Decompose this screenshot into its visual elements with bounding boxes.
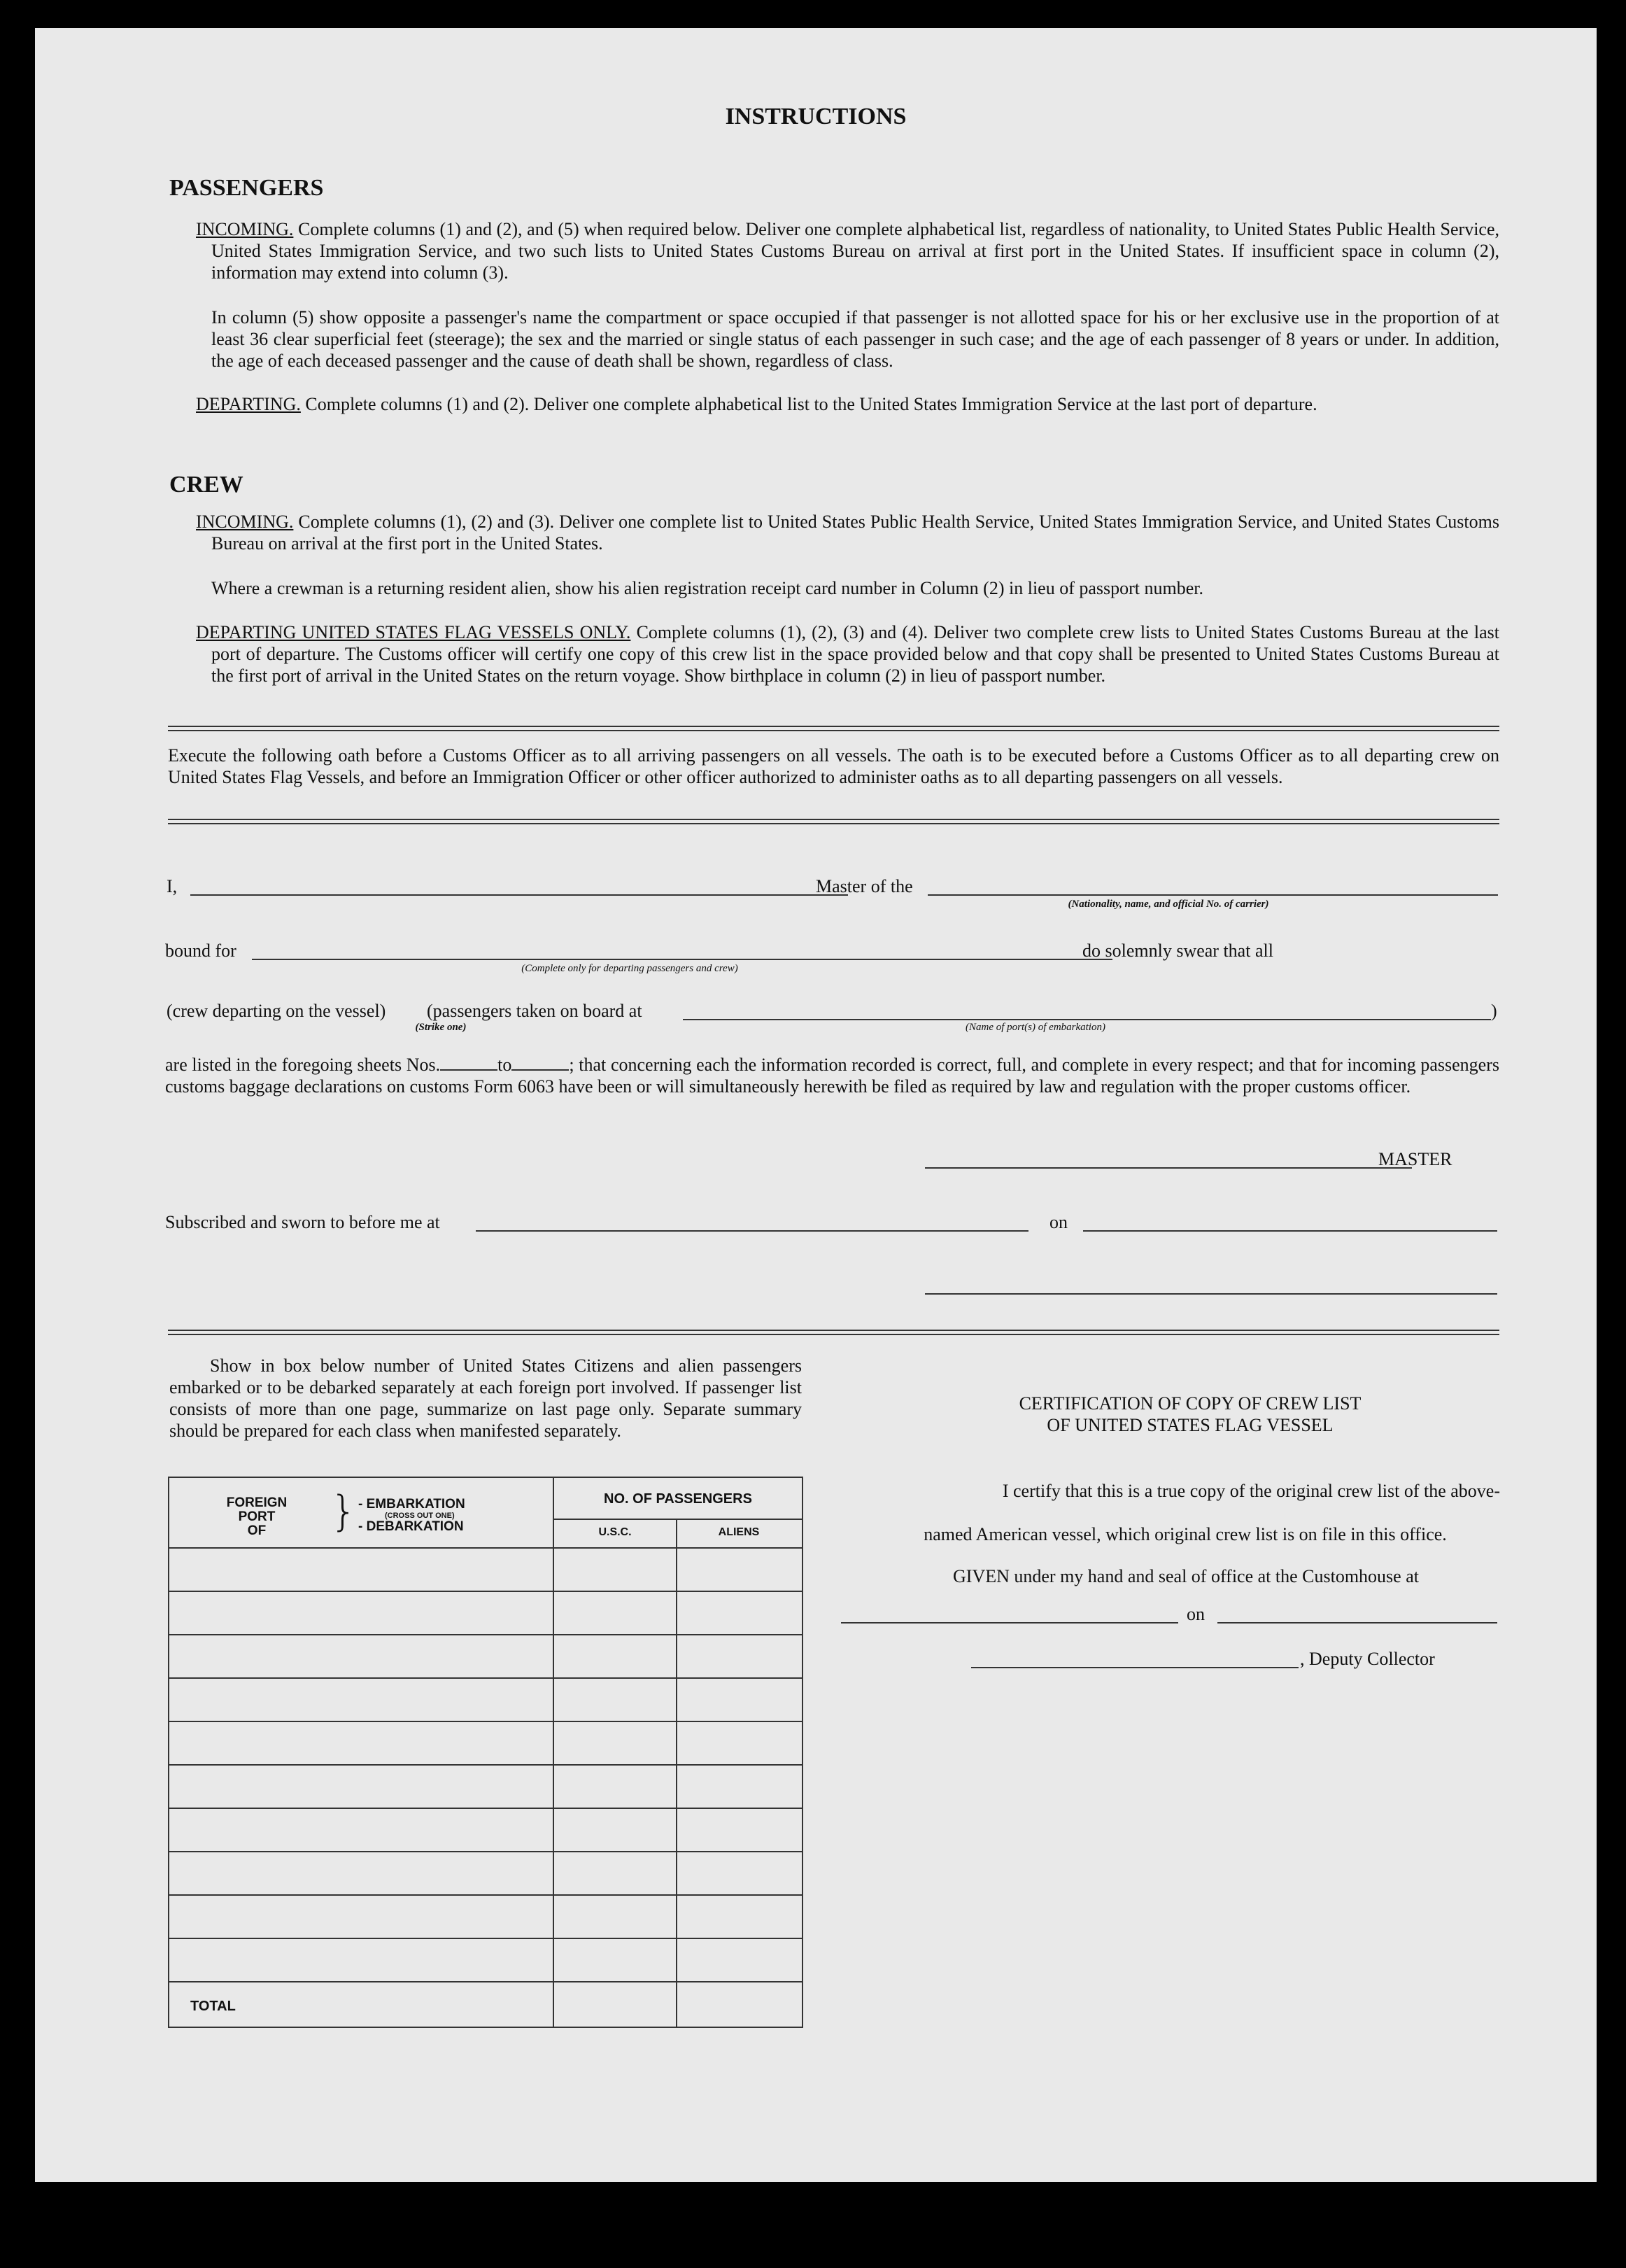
summary-row-line[interactable] bbox=[169, 1851, 802, 1852]
deputy-signature-field[interactable] bbox=[971, 1667, 1299, 1668]
oath-master-of-label: Master of the bbox=[816, 876, 913, 896]
passengers-incoming-paragraph bbox=[196, 218, 1499, 283]
brace-icon: } bbox=[330, 1487, 358, 1536]
summary-row-line[interactable] bbox=[169, 1938, 802, 1939]
listed-text-b: ; that concerning each the information recorded is correct, full, and complete in every respect; and that for incoming passengers customs baggage declarations on customs Form 6063 have been or will simultaneously herewith be filed as required by law and regulation with the proper customs officer. bbox=[165, 1055, 1500, 1097]
oath-bound-for-label: bound for bbox=[165, 941, 236, 961]
divider-double-2 bbox=[168, 819, 1499, 824]
total-label: TOTAL bbox=[190, 1999, 236, 2014]
debarkation-label[interactable]: - DEBARKATION bbox=[358, 1519, 464, 1534]
summary-header-left bbox=[169, 1478, 554, 1549]
crew-departing-paragraph bbox=[196, 621, 1499, 686]
certification-title bbox=[872, 1393, 1508, 1436]
embarkation-label[interactable]: - EMBARKATION bbox=[358, 1497, 465, 1512]
passengers-incoming-text: Complete columns (1) and (2), and (5) when required below. Deliver one complete alphabetical list, regardless of nationality, to United States Public Health Service, United States Immigration Service, and two such lists to United States Customs Bureau on arrival at first port in the United States. If insufficient space in column (2), information may extend into column (3). bbox=[211, 219, 1499, 283]
passengers-departing-text: Complete columns (1) and (2). Deliver one complete alphabetical list to the United States Immigration Service at the last port of departure. bbox=[300, 394, 1317, 414]
form-page bbox=[35, 28, 1597, 2182]
passengers-column5-paragraph: In column (5) show opposite a passenger's name the compartment or space occupied if that passenger is not allotted space for his or her exclusive use in the proportion of at least 36 clear superficial feet (steerage); the sex and the married or single status of each passenger in such case; and the age of each passenger of 8 years or under. In addition, the age of each deceased passenger and the cause of death shall be shown, regardless of class. bbox=[211, 307, 1499, 371]
master-label: MASTER bbox=[1378, 1149, 1452, 1169]
divider-double-1 bbox=[168, 726, 1499, 731]
complete-only-note: (Complete only for departing passengers and crew) bbox=[521, 963, 738, 974]
listed-text-a: are listed in the foregoing sheets Nos. bbox=[165, 1055, 441, 1075]
passenger-summary-box bbox=[168, 1477, 803, 2028]
embarkation-ports-field[interactable] bbox=[683, 1019, 1491, 1020]
cross-out-note: (CROSS OUT ONE) bbox=[385, 1512, 455, 1520]
summary-row-line[interactable] bbox=[169, 1764, 802, 1766]
cert-on-label: on bbox=[1187, 1604, 1205, 1624]
of-label: OF bbox=[247, 1523, 267, 1538]
passengers-departing-label: DEPARTING. bbox=[196, 394, 301, 414]
passengers-incoming-label: INCOMING. bbox=[196, 219, 294, 239]
master-name-field[interactable] bbox=[190, 894, 848, 896]
crew-incoming-label: INCOMING. bbox=[196, 512, 294, 532]
deputy-collector-label: , Deputy Collector bbox=[1300, 1649, 1435, 1669]
customhouse-field[interactable] bbox=[841, 1622, 1178, 1623]
summary-instructions: Show in box below number of United States Citizens and alien passengers embarked or to be debarked separately at each foreign port involved. If passenger list consists of more than one page, summarize on last page only. Separate summary should be prepared for each class when manifested separately. bbox=[169, 1355, 802, 1441]
certification-title-line2: OF UNITED STATES FLAG VESSEL bbox=[1047, 1415, 1334, 1435]
oath-execute-paragraph: Execute the following oath before a Customs Officer as to all arriving passengers on all vessels. The oath is to be executed before a Customs Officer as to all departing crew on United States Flag Vessels, and before an Immigration Officer or other officer authorized to administer oaths as to all departing passengers on all vessels. bbox=[168, 745, 1499, 787]
no-passengers-header: NO. OF PASSENGERS bbox=[554, 1478, 802, 1520]
summary-embark-debark bbox=[358, 1498, 465, 1534]
summary-row-line[interactable] bbox=[169, 1721, 802, 1722]
oath-i-label: I, bbox=[167, 876, 178, 896]
sworn-date-field[interactable] bbox=[1083, 1230, 1497, 1232]
sworn-on-label: on bbox=[1049, 1212, 1068, 1232]
crew-departing-text: Complete columns (1), (2), (3) and (4). Deliver two complete crew lists to United States Customs Bureau at the last port of departure. The Customs officer will certify one copy of this crew list in the space provided below and that copy shall be presented to United States Customs Bureau at the first port of arrival in the United States on the return voyage. Show birthplace in column (2) in lieu of passport number. bbox=[211, 622, 1499, 686]
crew-incoming-paragraph bbox=[196, 511, 1499, 554]
oath-passengers-taken-label: (passengers taken on board at bbox=[427, 1001, 642, 1021]
summary-row-line[interactable] bbox=[169, 1591, 802, 1592]
carrier-field[interactable] bbox=[928, 894, 1498, 896]
subscribed-label: Subscribed and sworn to before me at bbox=[165, 1212, 440, 1232]
sworn-at-field[interactable] bbox=[476, 1230, 1028, 1232]
passengers-heading: PASSENGERS bbox=[169, 175, 324, 201]
instructions-title: INSTRUCTIONS bbox=[725, 104, 907, 129]
sheet-to-field[interactable] bbox=[511, 1055, 569, 1071]
summary-row-line[interactable] bbox=[169, 1894, 802, 1896]
foreign-label: FOREIGN bbox=[226, 1495, 288, 1510]
port-label: PORT bbox=[238, 1509, 276, 1524]
summary-row-line[interactable] bbox=[169, 1634, 802, 1635]
certification-title-line1: CERTIFICATION OF COPY OF CREW LIST bbox=[1019, 1393, 1362, 1414]
cert-date-field[interactable] bbox=[1217, 1622, 1497, 1623]
usc-header: U.S.C. bbox=[554, 1519, 677, 1549]
summary-row-line[interactable] bbox=[169, 1981, 802, 1982]
oath-solemnly-label: do solemnly swear that all bbox=[1082, 941, 1273, 961]
listed-to-label: to bbox=[497, 1055, 512, 1075]
summary-row-line[interactable] bbox=[169, 1808, 802, 1809]
col-divider-1 bbox=[553, 1478, 554, 2027]
strike-one-note: (Strike one) bbox=[415, 1022, 467, 1033]
aliens-header: ALIENS bbox=[676, 1519, 802, 1549]
col-divider-2 bbox=[676, 1519, 677, 2027]
ports-note: (Name of port(s) of embarkation) bbox=[966, 1022, 1105, 1033]
sheet-from-field[interactable] bbox=[440, 1055, 497, 1071]
crew-departing-label: DEPARTING UNITED STATES FLAG VESSELS ONLY. bbox=[196, 622, 631, 642]
crew-incoming-text: Complete columns (1), (2) and (3). Deliver one complete list to United States Public Health Service, United States Immigration Service, and United States Customs Bureau on arrival at the first port in the United States. bbox=[211, 512, 1499, 554]
oath-close-paren: ) bbox=[1491, 1001, 1497, 1021]
officer-signature-field[interactable] bbox=[925, 1293, 1497, 1295]
master-signature-field[interactable] bbox=[925, 1167, 1412, 1169]
crew-resident-paragraph: Where a crewman is a returning resident alien, show his alien registration receipt card number in Column (2) in lieu of passport number. bbox=[211, 578, 1204, 598]
destination-field[interactable] bbox=[252, 959, 1112, 960]
oath-listed-paragraph bbox=[165, 1054, 1499, 1097]
certify-line-2: named American vessel, which original crew list is on file in this office. bbox=[924, 1524, 1447, 1544]
oath-crew-departing-label: (crew departing on the vessel) bbox=[167, 1001, 386, 1021]
certify-line-1: I certify that this is a true copy of the original crew list of the above- bbox=[1002, 1481, 1500, 1501]
summary-row-line[interactable] bbox=[169, 1677, 802, 1679]
nationality-note: (Nationality, name, and official No. of carrier) bbox=[1068, 899, 1269, 910]
divider-double-3 bbox=[168, 1330, 1499, 1335]
given-line: GIVEN under my hand and seal of office at the Customhouse at bbox=[953, 1566, 1419, 1586]
crew-heading: CREW bbox=[169, 472, 243, 498]
passengers-departing-paragraph bbox=[196, 393, 1499, 415]
summary-foreign-port-of bbox=[211, 1496, 302, 1538]
